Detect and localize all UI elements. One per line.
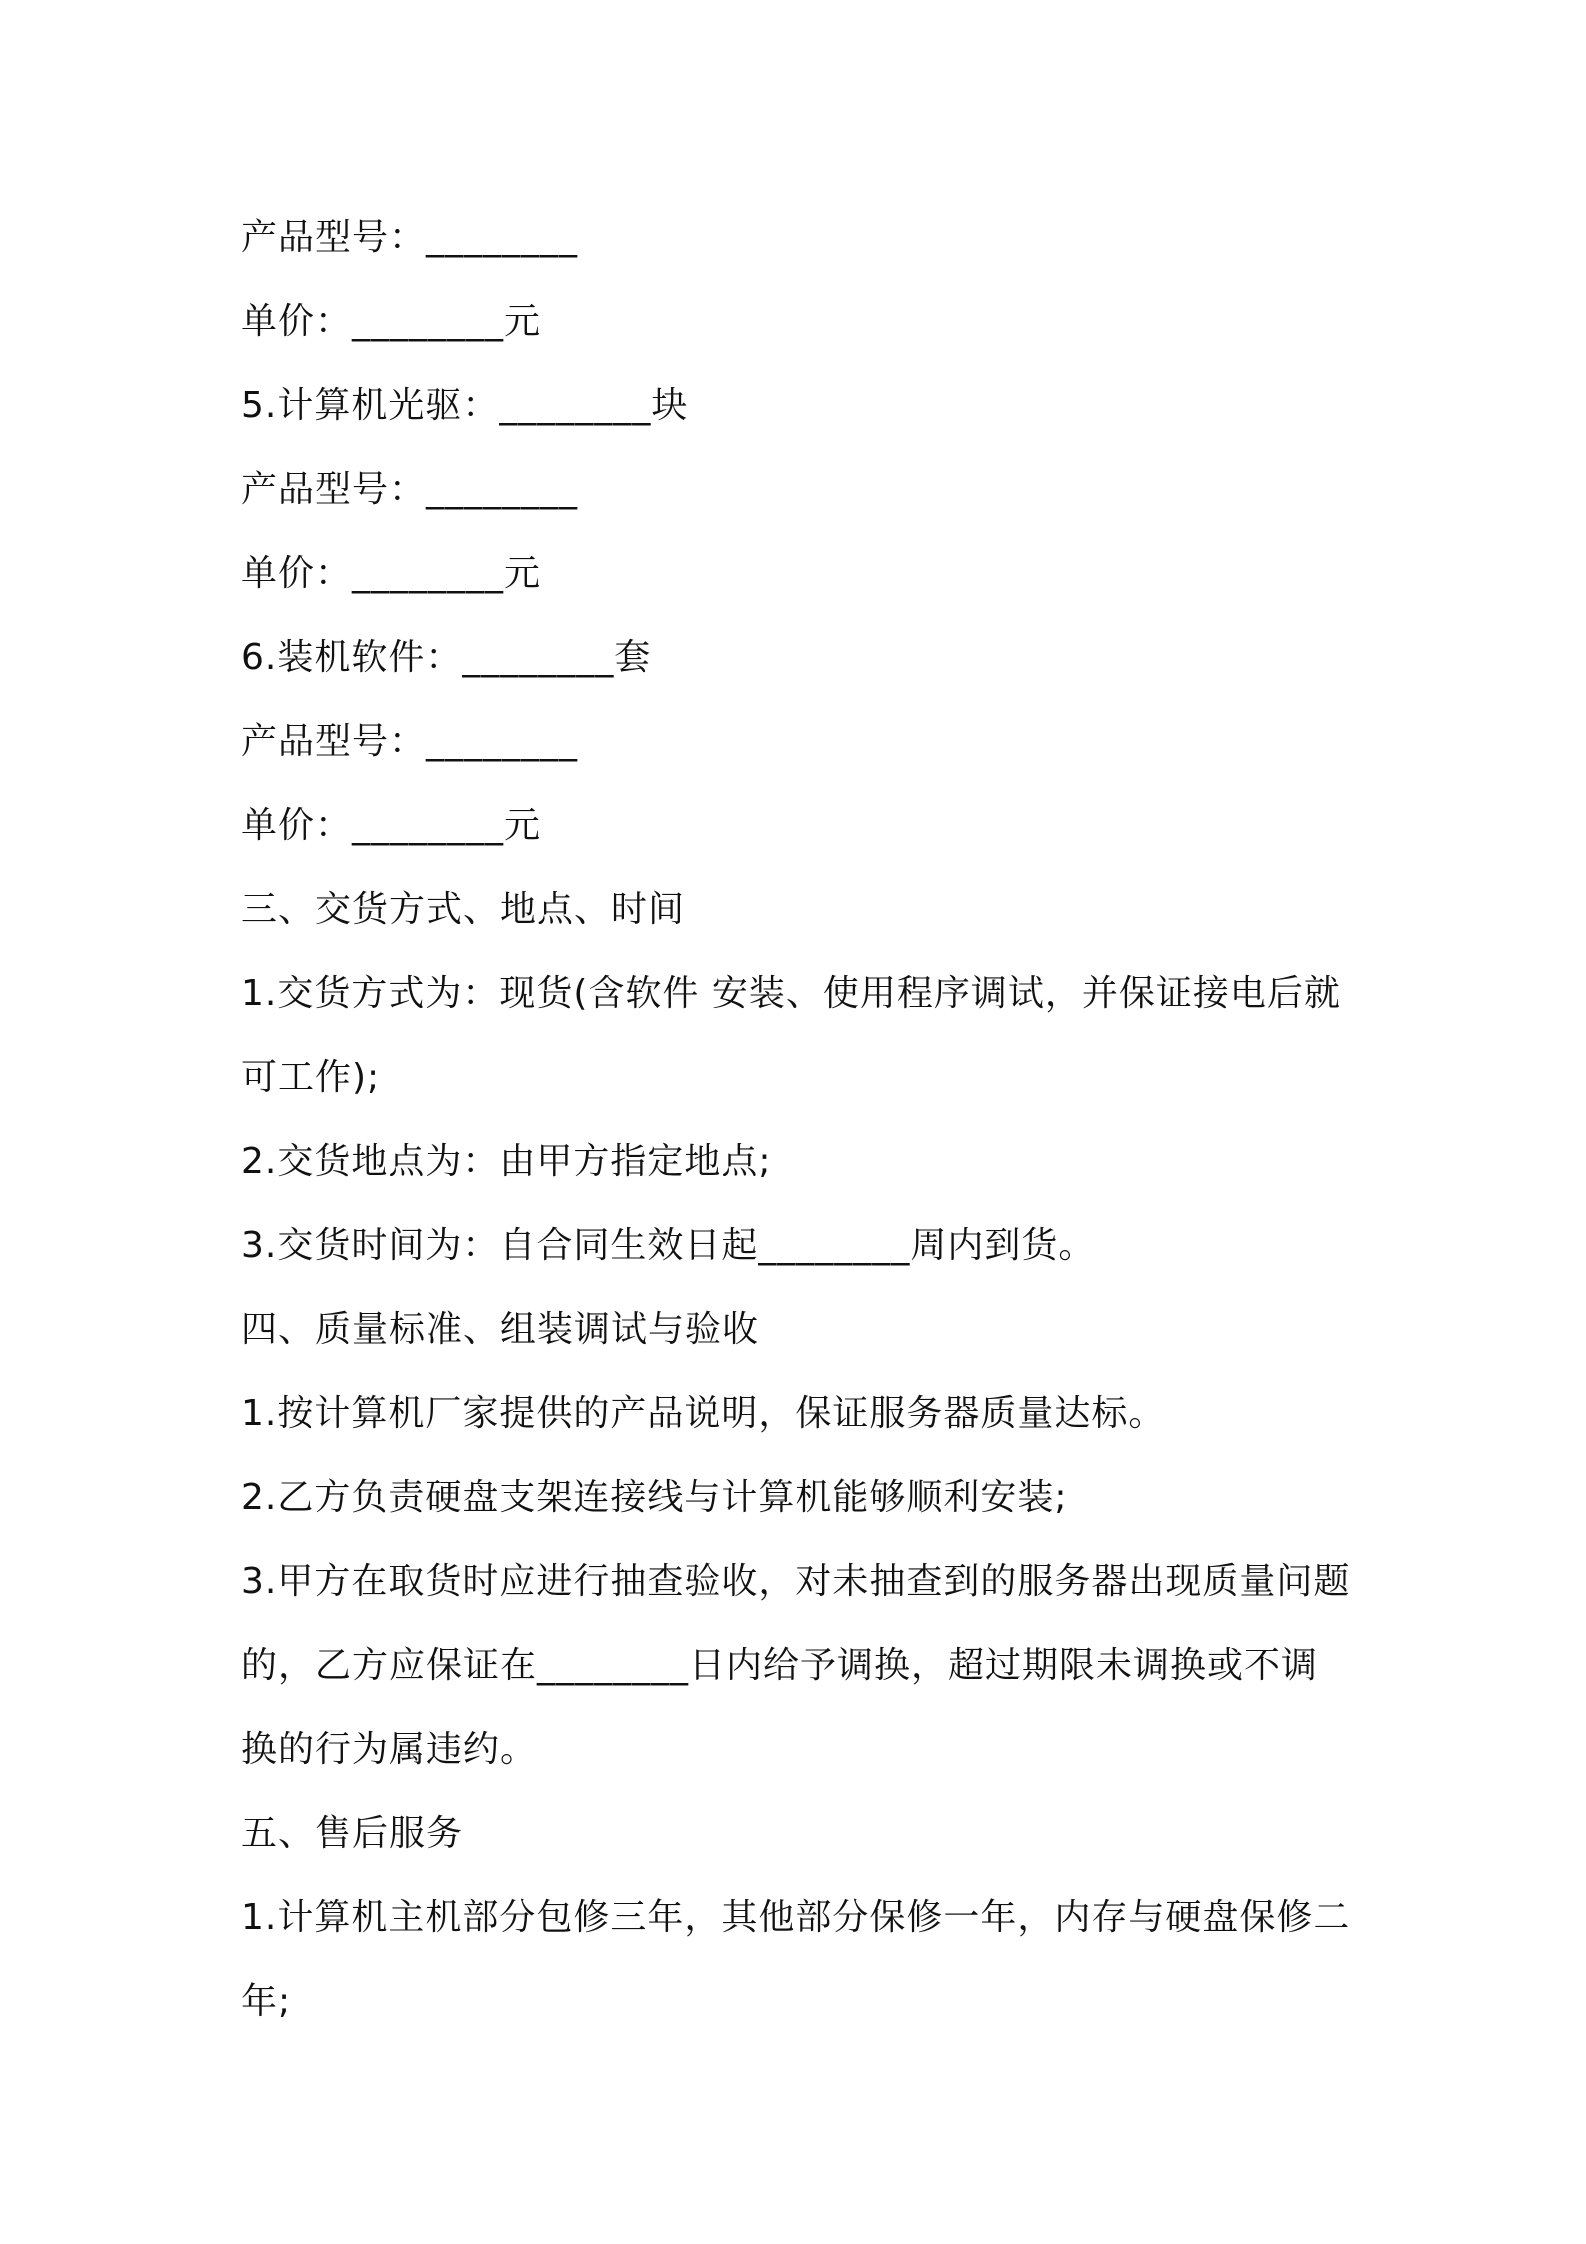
text-line: 3.交货时间为：自合同生效日起________周内到货。 bbox=[241, 1225, 1096, 1266]
section-heading: 四、质量标准、组装调试与验收 bbox=[241, 1309, 760, 1350]
text-line: 单价：________元 bbox=[241, 301, 542, 342]
text-line: 1.交货方式为：现货(含软件 安装、使用程序调试，并保证接电后就 bbox=[241, 973, 1341, 1014]
text-line: 1.计算机主机部分包修三年，其他部分保修一年，内存与硬盘保修二 bbox=[241, 1897, 1351, 1938]
section-heading: 五、售后服务 bbox=[241, 1813, 464, 1854]
text-line: 1.按计算机厂家提供的产品说明，保证服务器质量达标。 bbox=[241, 1393, 1166, 1434]
text-line: 单价：________元 bbox=[241, 805, 542, 846]
text-line: 单价：________元 bbox=[241, 553, 542, 594]
text-line: 2.乙方负责硬盘支架连接线与计算机能够顺利安装; bbox=[241, 1477, 1068, 1518]
document-body bbox=[241, 196, 1361, 2044]
text-line: 产品型号：________ bbox=[241, 469, 579, 510]
text-line: 换的行为属违约。 bbox=[241, 1729, 538, 1770]
text-line: 2.交货地点为：由甲方指定地点; bbox=[241, 1141, 772, 1182]
text-line: 产品型号：________ bbox=[241, 721, 579, 762]
text-line: 可工作); bbox=[241, 1057, 381, 1098]
section-heading: 三、交货方式、地点、时间 bbox=[241, 889, 686, 930]
text-line: 的，乙方应保证在________日内给予调换，超过期限未调换或不调 bbox=[241, 1645, 1319, 1686]
text-line: 6.装机软件：________套 bbox=[241, 637, 652, 678]
text-line: 3.甲方在取货时应进行抽查验收，对未抽查到的服务器出现质量问题 bbox=[241, 1561, 1351, 1602]
text-line: 产品型号：________ bbox=[241, 217, 579, 258]
text-line: 5.计算机光驱：________块 bbox=[241, 385, 689, 426]
text-line: 年; bbox=[241, 1981, 292, 2022]
